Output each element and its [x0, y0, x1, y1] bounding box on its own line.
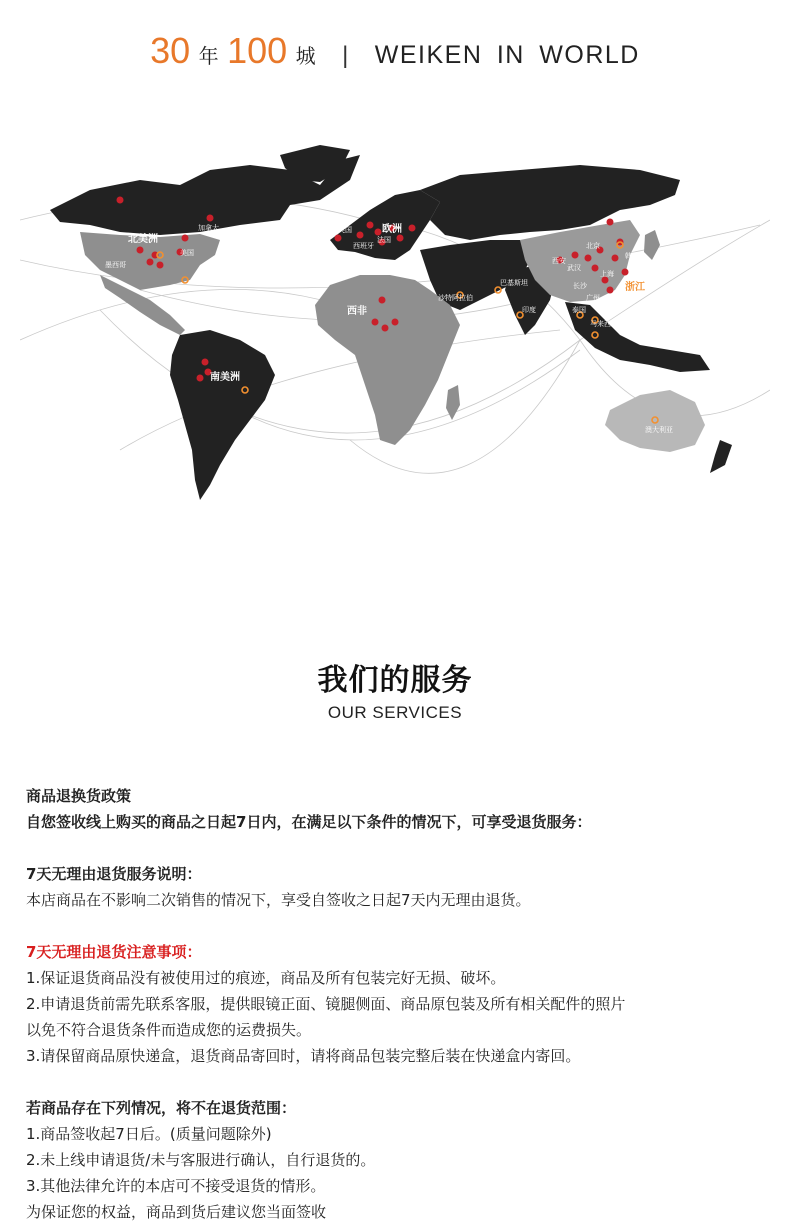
- label-changsha: 长沙: [573, 282, 587, 290]
- label-korea: 韩国: [625, 252, 639, 260]
- policy-intro: 自您签收线上购买的商品之日起7日内，在满足以下条件的情况下，可享受退货服务：: [26, 813, 592, 831]
- section3-item: 为保证您的权益，商品到货后建议您当面签收: [26, 1203, 327, 1221]
- label-taiwan: 台湾: [620, 294, 634, 302]
- section1-text: 本店商品在不影响二次销售的情况下，享受自签收之日起7天内无理由退货。: [26, 891, 531, 909]
- english-slogan: WEIKEN IN WORLD: [374, 41, 640, 69]
- label-thailand: 泰国: [572, 306, 586, 314]
- label-xian: 西安: [552, 257, 566, 265]
- label-usa: 美国: [180, 249, 194, 257]
- label-shanghai: 上海: [600, 270, 614, 278]
- label-hongkong: 香港: [608, 302, 622, 310]
- section2-item: 以免不符合退货条件而造成您的运费损失。: [26, 1021, 312, 1039]
- label-wuhan: 武汉: [567, 264, 581, 272]
- policy-heading: 商品退换货政策: [26, 787, 132, 805]
- section1-title: 7天无理由退货服务说明：: [26, 865, 202, 883]
- label-mexico: 墨西哥: [105, 261, 126, 269]
- services-title: 我们的服务: [317, 663, 473, 698]
- label-beijing: 北京: [586, 242, 600, 250]
- section3-item: 3.其他法律允许的本店可不接受退货的情形。: [26, 1177, 326, 1195]
- years-number: 30: [150, 30, 191, 71]
- label-london: 英国: [338, 226, 352, 234]
- label-saudi: 沙特阿拉伯: [438, 294, 473, 302]
- southeast-asia-shape: [565, 302, 710, 372]
- label-france: 法国: [377, 236, 391, 244]
- world-map: [20, 140, 770, 520]
- section3-title: 若商品存在下列情况，将不在退货范围：: [26, 1099, 297, 1117]
- hero-title: [0, 30, 790, 72]
- label-india: 印度: [522, 306, 536, 314]
- section2-item: 1.保证退货商品没有被使用过的痕迹，商品及所有包装完好无损、破坏。: [26, 969, 506, 987]
- south-america-shape: [170, 330, 275, 500]
- label-japan: 日本: [640, 262, 654, 270]
- title-separator: |: [342, 42, 349, 69]
- label-zhejiang: 浙江: [625, 282, 645, 293]
- label-north-america: 北美洲: [128, 234, 158, 245]
- cities-number: 100: [227, 30, 288, 71]
- section3-item: 2.未上线申请退货/未与客服进行确认，自行退货的。: [26, 1151, 376, 1169]
- label-europe: 欧洲: [382, 224, 402, 235]
- label-canada: 加拿大: [198, 224, 219, 232]
- label-guangzhou: 广州: [586, 294, 600, 302]
- label-pakistan: 巴基斯坦: [500, 279, 528, 287]
- section2-title: 7天无理由退货注意事项：: [26, 943, 202, 961]
- label-spain: 西班牙: [353, 242, 374, 250]
- return-policy: [26, 783, 766, 1225]
- label-west-africa: 西非: [347, 306, 367, 317]
- years-unit: 年: [198, 46, 219, 68]
- australia-shape: [605, 390, 705, 452]
- section3-item: 1.商品签收起7日后。(质量问题除外): [26, 1125, 272, 1143]
- cities-unit: 城: [295, 46, 316, 68]
- russia-shape: [420, 165, 680, 240]
- section2-item: 3.请保留商品原快递盒，退货商品寄回时，请将商品包装完整后装在快递盒内寄回。: [26, 1047, 581, 1065]
- label-south-america: 南美洲: [210, 372, 240, 383]
- services-subtitle: OUR SERVICES: [327, 703, 463, 722]
- new-zealand-shape: [710, 440, 732, 473]
- label-malaysia: 马来西亚: [590, 320, 618, 328]
- label-australia: 澳大利亚: [645, 426, 673, 434]
- section2-item: 2.申请退货前需先联系客服，提供眼镜正面、镜腿侧面、商品原包装及所有相关配件的照片: [26, 995, 626, 1013]
- world-map-svg: [20, 140, 770, 520]
- japan-shape: [644, 230, 660, 260]
